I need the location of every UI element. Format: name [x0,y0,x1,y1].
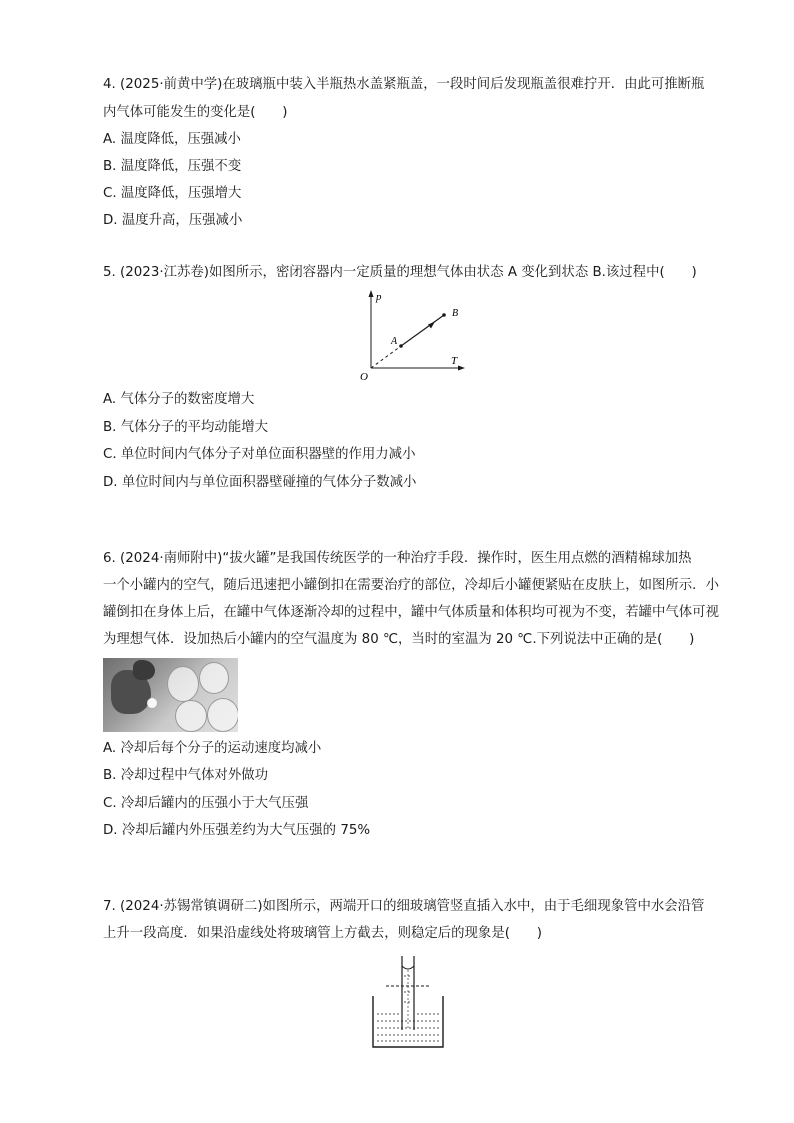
point-b [442,313,446,317]
q6-option-d: D. 冷却后罐内外压强差约为大气压强的 75% [103,823,371,838]
t-axis-label: T [451,355,458,367]
q4-option-d: D. 温度升高，压强减小 [103,213,243,228]
a-label: A [391,336,398,347]
q6-option-b: B. 冷却过程中气体对外做功 [103,768,268,783]
q6-option-a: A. 冷却后每个分子的运动速度均减小 [103,741,322,756]
q5-option-d: D. 单位时间内与单位面积器壁碰撞的气体分子数减小 [103,475,417,490]
q7-stem-line1: 7. (2024·苏锡常镇调研二)如图所示，两端开口的细玻璃管竖直插入水中，由于毛细现象管中水会沿管 [103,899,705,914]
q4-option-b: B. 温度降低，压强不变 [103,159,242,174]
point-a [399,344,403,348]
q5-option-b: B. 气体分子的平均动能增大 [103,420,268,435]
q4-stem-line2: 内气体可能发生的变化是( ) [103,105,288,120]
origin-label: O [360,371,368,383]
q6-stem-line4: 为理想气体．设加热后小罐内的空气温度为 80 ℃，当时的室温为 20 ℃.下列说法中正确的是( ) [103,632,695,647]
q6-stem-line1: 6. (2024·南师附中)“拔火罐”是我国传统医学的一种治疗手段．操作时，医生用点燃的酒精棉球加热 [103,551,692,566]
p-axis-label: p [376,291,382,303]
q4-option-c: C. 温度降低，压强增大 [103,186,242,201]
capillary-tube-figure [368,952,448,1050]
q5-option-a: A. 气体分子的数密度增大 [103,392,255,407]
dashed-extension [371,346,401,368]
q5-option-c: C. 单位时间内气体分子对单位面积器壁的作用力减小 [103,447,416,462]
q6-option-c: C. 冷却后罐内的压强小于大气压强 [103,796,309,811]
q5-stem-line1: 5. (2023·江苏卷)如图所示，密闭容器内一定质量的理想气体由状态 A 变化到状态 B.该过程中( ) [103,265,697,280]
pt-graph-figure [355,288,470,384]
q6-stem-line3: 罐倒扣在身体上后，在罐中气体逐渐冷却的过程中，罐中气体质量和体积均可视为不变，若罐中气体可视 [103,605,719,620]
b-label: B [452,308,459,319]
q6-stem-line2: 一个小罐内的空气，随后迅速把小罐倒扣在需要治疗的部位，冷却后小罐便紧贴在皮肤上，如图所示．小 [103,578,719,593]
cupping-photo [103,658,238,732]
q4-stem-line1: 4. (2025·前黄中学)在玻璃瓶中装入半瓶热水盖紧瓶盖，一段时间后发现瓶盖很难拧开．由此可推断瓶 [103,77,705,92]
q4-option-a: A. 温度降低，压强减小 [103,132,241,147]
q7-stem-line2: 上升一段高度．如果沿虚线处将玻璃管上方截去，则稳定后的现象是( ) [103,926,542,941]
process-line-ab [401,315,444,346]
